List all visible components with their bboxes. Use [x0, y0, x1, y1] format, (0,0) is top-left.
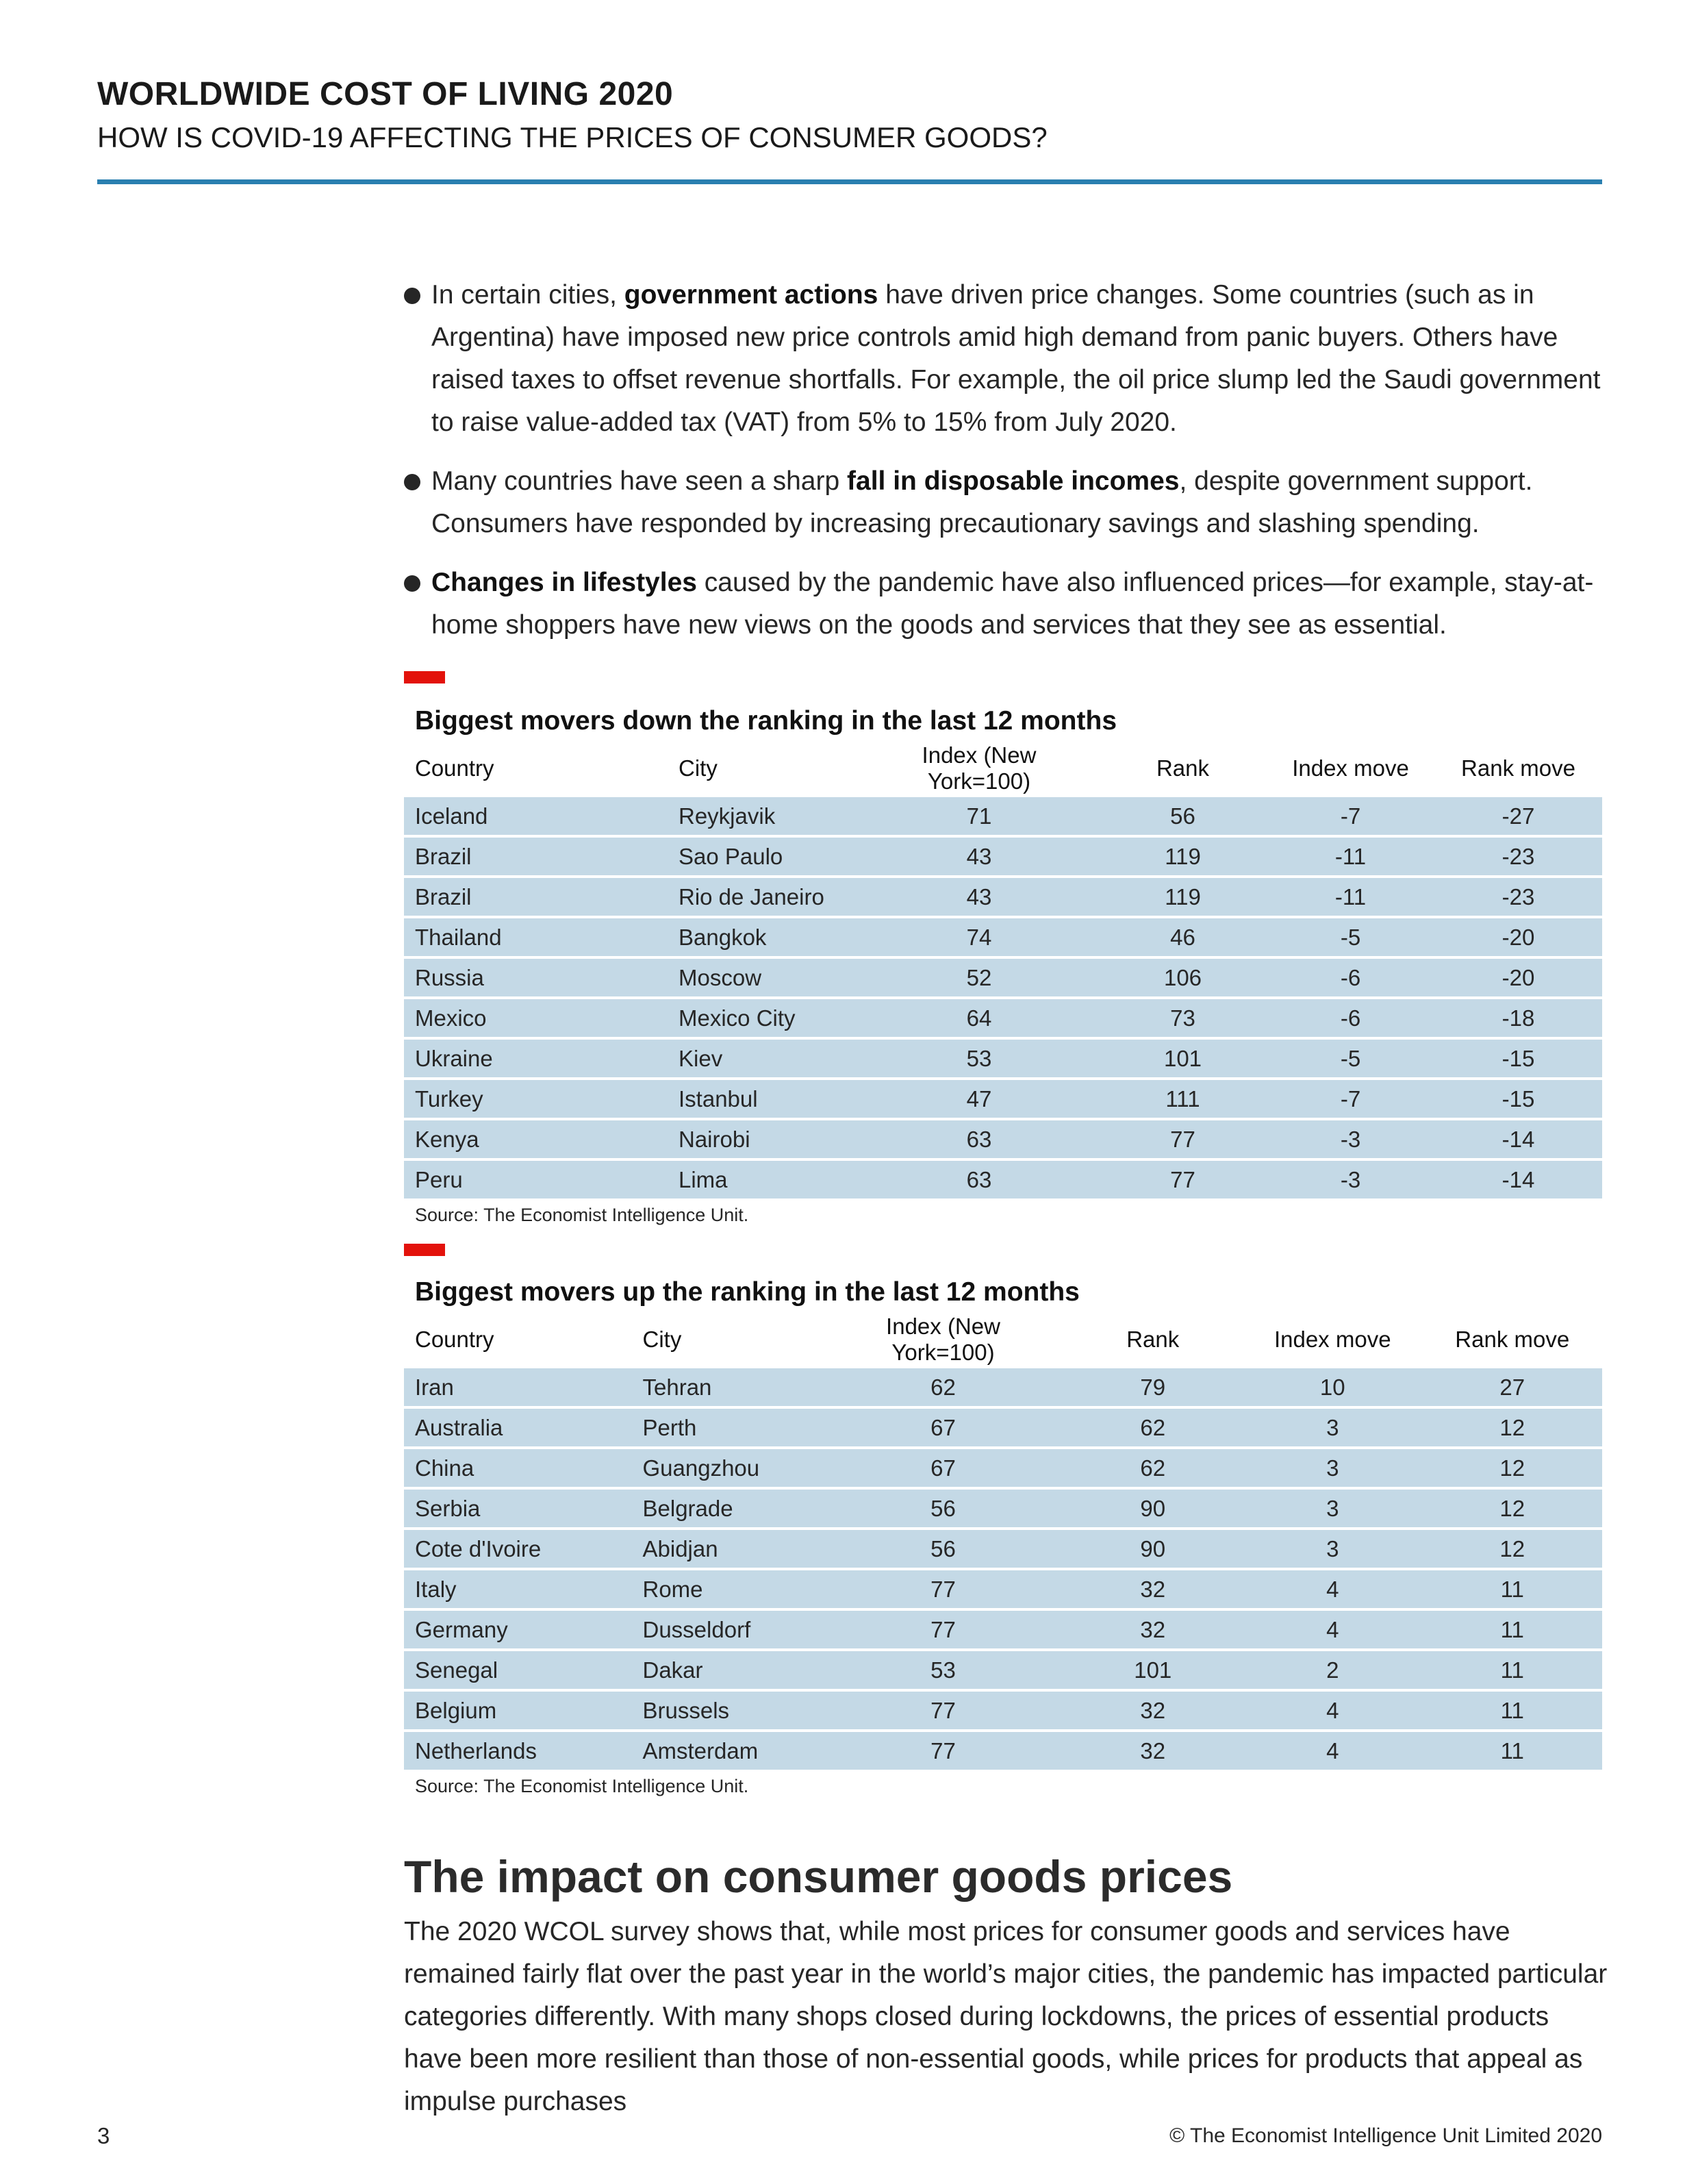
table-cell: 56 — [824, 1530, 1063, 1568]
table-row — [404, 959, 1602, 996]
table-row — [404, 797, 1602, 835]
table-cell: 32 — [1063, 1570, 1243, 1608]
table-row — [404, 1368, 1602, 1406]
table-cell: Dusseldorf — [632, 1611, 824, 1648]
table-cell: China — [404, 1449, 632, 1487]
table-cell: Australia — [404, 1409, 632, 1446]
table-cell: Lima — [668, 1161, 859, 1198]
table-cell: Tehran — [632, 1368, 824, 1406]
table-cell: 90 — [1063, 1490, 1243, 1527]
table-cell: 101 — [1099, 1040, 1267, 1077]
bullet-text: caused by the pandemic have also influenced prices—for example, stay-at-home shoppers have new views on the goods and services that they see as essential. — [431, 568, 1594, 640]
table-row — [404, 999, 1602, 1037]
table-cell: Moscow — [668, 959, 859, 996]
table-cell: 3 — [1243, 1449, 1423, 1487]
table-cell: 77 — [1099, 1161, 1267, 1198]
table-cell: Perth — [632, 1409, 824, 1446]
table-cell: Turkey — [404, 1080, 668, 1118]
table-cell: 4 — [1243, 1732, 1423, 1770]
table-cell: 106 — [1099, 959, 1267, 996]
table-cell: -3 — [1267, 1120, 1434, 1158]
table-cell: Thailand — [404, 918, 668, 956]
data-table — [404, 1311, 1602, 1772]
table-cell: 101 — [1063, 1651, 1243, 1689]
bullet-item — [404, 460, 1602, 545]
table-cell: Rome — [632, 1570, 824, 1608]
table-header-row — [404, 742, 1602, 794]
table-row — [404, 918, 1602, 956]
table-cell: Amsterdam — [632, 1732, 824, 1770]
table-cell: 90 — [1063, 1530, 1243, 1568]
table-cell: 67 — [824, 1449, 1063, 1487]
column-header: Index (New York=100) — [922, 742, 1037, 794]
bullet-item — [404, 562, 1602, 647]
table-cell: 4 — [1243, 1611, 1423, 1648]
table-cell: 73 — [1099, 999, 1267, 1037]
bullet-dot-icon — [404, 288, 420, 304]
column-header: Rank move — [1461, 755, 1575, 781]
table-cell: 53 — [859, 1040, 1099, 1077]
bullet-text: have driven price changes. Some countries (such as in Argentina) have imposed new price controls amid high demand from panic buyers. Others have raised taxes to offset revenue shortfalls. For example, the oil price slump led the Saudi government to raise value-added tax (VAT) from 5% to 15% from July 2020. — [431, 280, 1601, 437]
table-cell: Netherlands — [404, 1732, 632, 1770]
table-cell: Peru — [404, 1161, 668, 1198]
bullet-item — [404, 274, 1602, 444]
table-cell: Germany — [404, 1611, 632, 1648]
report-header — [97, 74, 1602, 158]
table-cell: 111 — [1099, 1080, 1267, 1118]
table-cell: 56 — [1099, 797, 1267, 835]
page-number: 3 — [97, 2123, 110, 2148]
table-cell: Iceland — [404, 797, 668, 835]
table-cell: Sao Paulo — [668, 838, 859, 875]
column-header: City — [679, 755, 718, 781]
table-cell: Guangzhou — [632, 1449, 824, 1487]
table-source: Source: The Economist Intelligence Unit. — [415, 1205, 749, 1225]
table-cell: 32 — [1063, 1611, 1243, 1648]
data-table — [404, 740, 1602, 1201]
table-cell: Iran — [404, 1368, 632, 1406]
table-cell: 62 — [1063, 1409, 1243, 1446]
table-cell: 32 — [1063, 1692, 1243, 1729]
table-cell: -14 — [1434, 1161, 1602, 1198]
table-header-row — [404, 1314, 1602, 1366]
table-cell: 63 — [859, 1120, 1099, 1158]
table-cell: Kiev — [668, 1040, 859, 1077]
table-cell: -7 — [1267, 1080, 1434, 1118]
table-cell: Rio de Janeiro — [668, 878, 859, 916]
table-row — [404, 1611, 1602, 1648]
section-heading: The impact on consumer goods prices — [404, 1851, 1233, 1902]
table-cell: 47 — [859, 1080, 1099, 1118]
table-row — [404, 1449, 1602, 1487]
red-accent-mark — [404, 1244, 445, 1256]
table-row — [404, 838, 1602, 875]
bullet-text: , despite government support. Consumers have responded by increasing precautionary savings and slashing spending. — [431, 466, 1533, 538]
table-movers-up — [404, 1275, 1602, 1798]
table-cell: 62 — [824, 1368, 1063, 1406]
table-row — [404, 1530, 1602, 1568]
column-header: City — [642, 1327, 682, 1352]
table-cell: 79 — [1063, 1368, 1243, 1406]
bullet-text: In certain cities, — [431, 280, 624, 310]
table-row — [404, 1409, 1602, 1446]
table-source: Source: The Economist Intelligence Unit. — [415, 1776, 749, 1796]
table-cell: Belgium — [404, 1692, 632, 1729]
table-cell: 4 — [1243, 1692, 1423, 1729]
table-cell: Bangkok — [668, 918, 859, 956]
table-row — [404, 1161, 1602, 1198]
table-cell: 77 — [824, 1732, 1063, 1770]
table-cell: -7 — [1267, 797, 1434, 835]
table-cell: -15 — [1434, 1040, 1602, 1077]
column-header: Rank — [1156, 755, 1210, 781]
table-cell: 3 — [1243, 1490, 1423, 1527]
table-cell: 71 — [859, 797, 1099, 835]
table-cell: Mexico — [404, 999, 668, 1037]
column-header: Rank — [1126, 1327, 1180, 1352]
table-cell: Kenya — [404, 1120, 668, 1158]
table-cell: -6 — [1267, 999, 1434, 1037]
table-cell: 3 — [1243, 1530, 1423, 1568]
table-cell: 56 — [824, 1490, 1063, 1527]
report-title: WORLDWIDE COST OF LIVING 2020 — [97, 76, 674, 112]
table-cell: 77 — [824, 1611, 1063, 1648]
table-cell: Abidjan — [632, 1530, 824, 1568]
copyright-notice: © The Economist Intelligence Unit Limited 2020 — [1169, 2124, 1602, 2147]
bullet-bold: government actions — [624, 280, 878, 310]
table-cell: -18 — [1434, 999, 1602, 1037]
table-cell: Belgrade — [632, 1490, 824, 1527]
bullet-text: Many countries have seen a sharp — [431, 466, 848, 496]
table-cell: 67 — [824, 1409, 1063, 1446]
table-cell: 119 — [1099, 878, 1267, 916]
table-cell: 2 — [1243, 1651, 1423, 1689]
table-cell: 63 — [859, 1161, 1099, 1198]
header-rule — [97, 179, 1602, 184]
table-cell: Brazil — [404, 838, 668, 875]
table-cell: 12 — [1423, 1449, 1603, 1487]
bullet-bold: Changes in lifestyles — [431, 568, 697, 597]
table-cell: 64 — [859, 999, 1099, 1037]
table-cell: 77 — [824, 1692, 1063, 1729]
column-header: Rank move — [1455, 1327, 1570, 1352]
table-cell: 10 — [1243, 1368, 1423, 1406]
table-cell: 11 — [1423, 1570, 1603, 1608]
table-movers-down — [404, 704, 1602, 1227]
table-cell: -11 — [1267, 838, 1434, 875]
table-cell: 27 — [1423, 1368, 1603, 1406]
table-row — [404, 1570, 1602, 1608]
table-cell: Serbia — [404, 1490, 632, 1527]
table-cell: 11 — [1423, 1611, 1603, 1648]
table-cell: -3 — [1267, 1161, 1434, 1198]
table-cell: 11 — [1423, 1732, 1603, 1770]
table-cell: 12 — [1423, 1490, 1603, 1527]
table-cell: -27 — [1434, 797, 1602, 835]
table-row — [404, 878, 1602, 916]
table-title: Biggest movers down the ranking in the last 12 months — [415, 706, 1117, 736]
table-cell: Ukraine — [404, 1040, 668, 1077]
body-paragraph: The 2020 WCOL survey shows that, while most prices for consumer goods and services have remained fairly flat over the past year in the world’s major cities, the pandemic has impacted particular categories differently. With many shops closed during lockdowns, the prices of essential products have been more resilient than those of non-essential goods, while prices for products that appeal as impulse purchases — [404, 1917, 1608, 2116]
table-row — [404, 1490, 1602, 1527]
table-cell: 77 — [824, 1570, 1063, 1608]
table-cell: 3 — [1243, 1409, 1423, 1446]
bullet-dot-icon — [404, 474, 420, 490]
red-accent-mark — [404, 671, 445, 683]
table-cell: 32 — [1063, 1732, 1243, 1770]
table-cell: 11 — [1423, 1651, 1603, 1689]
column-header: Index move — [1274, 1327, 1391, 1352]
table-cell: -20 — [1434, 959, 1602, 996]
table-cell: 119 — [1099, 838, 1267, 875]
report-subtitle: HOW IS COVID-19 AFFECTING THE PRICES OF CONSUMER GOODS? — [97, 121, 1048, 153]
table-cell: Senegal — [404, 1651, 632, 1689]
table-cell: Dakar — [632, 1651, 824, 1689]
table-cell: 11 — [1423, 1692, 1603, 1729]
table-cell: 43 — [859, 838, 1099, 875]
table-cell: 12 — [1423, 1530, 1603, 1568]
table-cell: 74 — [859, 918, 1099, 956]
table-cell: -15 — [1434, 1080, 1602, 1118]
table-cell: 43 — [859, 878, 1099, 916]
table-cell: 62 — [1063, 1449, 1243, 1487]
table-row — [404, 1080, 1602, 1118]
table-cell: Reykjavik — [668, 797, 859, 835]
table-cell: -5 — [1267, 918, 1434, 956]
table-cell: -23 — [1434, 878, 1602, 916]
table-cell: Russia — [404, 959, 668, 996]
table-row — [404, 1040, 1602, 1077]
table-cell: 4 — [1243, 1570, 1423, 1608]
table-cell: Nairobi — [668, 1120, 859, 1158]
table-row — [404, 1651, 1602, 1689]
table-cell: 12 — [1423, 1409, 1603, 1446]
table-cell: Brussels — [632, 1692, 824, 1729]
table-row — [404, 1732, 1602, 1770]
table-cell: Italy — [404, 1570, 632, 1608]
table-row — [404, 1692, 1602, 1729]
table-cell: 53 — [824, 1651, 1063, 1689]
table-cell: Cote d'Ivoire — [404, 1530, 632, 1568]
bullet-list — [404, 274, 1602, 663]
table-cell: 46 — [1099, 918, 1267, 956]
table-cell: Brazil — [404, 878, 668, 916]
table-cell: -6 — [1267, 959, 1434, 996]
bullet-bold: fall in disposable incomes — [847, 466, 1180, 496]
table-cell: -5 — [1267, 1040, 1434, 1077]
table-title: Biggest movers up the ranking in the last 12 months — [415, 1277, 1080, 1307]
table-cell: Istanbul — [668, 1080, 859, 1118]
column-header: Country — [415, 1327, 494, 1352]
bullet-dot-icon — [404, 575, 420, 592]
table-cell: Mexico City — [668, 999, 859, 1037]
table-cell: -23 — [1434, 838, 1602, 875]
column-header: Index (New York=100) — [886, 1314, 1000, 1365]
table-cell: -14 — [1434, 1120, 1602, 1158]
table-cell: 77 — [1099, 1120, 1267, 1158]
table-cell: 52 — [859, 959, 1099, 996]
table-cell: -11 — [1267, 878, 1434, 916]
column-header: Country — [415, 755, 494, 781]
table-cell: -20 — [1434, 918, 1602, 956]
column-header: Index move — [1292, 755, 1409, 781]
table-row — [404, 1120, 1602, 1158]
